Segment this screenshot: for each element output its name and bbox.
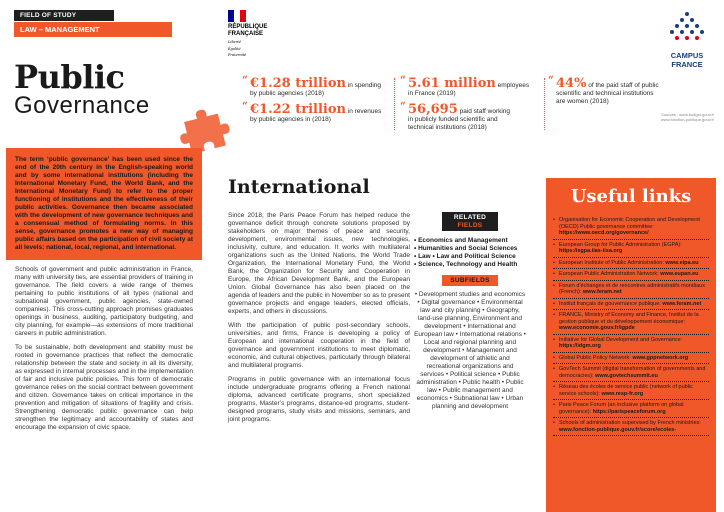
french-flag-icon bbox=[228, 10, 246, 22]
stat-spending-label-a: in spending bbox=[347, 82, 382, 89]
link-url[interactable]: www.eipa.eu bbox=[665, 259, 699, 266]
stat-employees bbox=[400, 75, 548, 98]
link-url[interactable]: https://parispeaceforum.org bbox=[592, 408, 666, 415]
link-label: Global Public Policy Network: bbox=[559, 354, 631, 361]
link-item[interactable] bbox=[553, 353, 709, 365]
international-heading: International bbox=[228, 176, 370, 198]
link-label: European Public Administration Network: bbox=[559, 271, 659, 277]
related-heading-line1: RELATED bbox=[453, 214, 487, 221]
stat-spending-value: €1.28 trillion bbox=[250, 76, 346, 91]
republique-francaise-logo bbox=[228, 10, 298, 58]
left-paragraph: Schools of government and public administration in France, many with university ties, are essential providers of training in governance. The field covers a wide range of themes pertaining to public institutions of all types (national and subnational government, public agencies, state-owned companies). This cross-cutting approach promises graduates openings in business, auditing, participatory budgeting, and city planning, for example—as extensions of more traditional careers in public administration. bbox=[15, 266, 193, 337]
link-label: FRANCE, Ministry of Economy and Finance, Institut de la gestion publique et du développement économique: bbox=[559, 312, 699, 325]
sources-line2: www.fonction-publique.gouv.fr bbox=[660, 117, 714, 122]
related-heading-line2: FIELDS bbox=[457, 221, 483, 229]
link-label: Réseau des écoles de service public (network of public service schools): bbox=[559, 384, 693, 397]
useful-links-list bbox=[553, 215, 709, 436]
sources-note bbox=[661, 112, 714, 122]
campus-france-line2: FRANCE bbox=[671, 59, 703, 69]
link-url[interactable]: https://egpa.iias-iisa.org bbox=[559, 248, 623, 254]
link-item[interactable] bbox=[553, 215, 709, 240]
page-title-line2: Governance bbox=[14, 92, 150, 119]
quote-mark-icon: “ bbox=[400, 101, 406, 112]
left-column bbox=[6, 148, 202, 512]
stat-women-label-b: scientific and technical institutions bbox=[556, 90, 654, 97]
stat-women-label-a: of the paid staff of public bbox=[588, 82, 659, 89]
stat-employees-label-b: in France (2019) bbox=[408, 90, 456, 97]
stat-revenue-label-a: in revenues bbox=[347, 108, 382, 115]
campus-france-line1: CAMPUS bbox=[670, 51, 704, 60]
quote-mark-icon: “ bbox=[548, 75, 554, 86]
link-item[interactable] bbox=[553, 281, 709, 299]
quote-mark-icon: “ bbox=[242, 101, 248, 112]
stat-divider bbox=[544, 78, 545, 130]
stat-researchers bbox=[400, 101, 548, 132]
campus-france-mark-icon bbox=[667, 10, 707, 46]
subfields-heading: SUBFIELDS bbox=[442, 275, 498, 286]
link-url[interactable]: www.fonction-publique.gouv.fr/score/ecoles- bbox=[559, 426, 677, 433]
stat-revenue bbox=[242, 101, 400, 124]
related-field-item: • Economics and Management bbox=[414, 237, 508, 244]
intro-box: The term ‘public governance’ has been used since the end of the 20th century in the English-speaking world and by some international institutions (including the International Monetary Fund, the World Bank, and the International Monetary Fund) to refer to the proper functioning of institutions and the effectiveness of their public activities. Governance then became associated with the development of new governance techniques and a consensual method of formulating norms. In this sense, governance promotes a new way of managing public affairs based on the participation of civil society at all levels: national, local, regional, and international. bbox=[6, 148, 202, 260]
field-name-label: LAW – MANAGEMENT bbox=[14, 22, 172, 37]
international-paragraph: With the participation of public post-secondary schools, universities, and firms, France is developing a policy of European and international cooperation in the field of governance and government institutions to meet diplomatic, economic, and cultural objectives, particularly through bilateral and multilateral programs. bbox=[228, 322, 410, 369]
link-url[interactable]: www.resp-fr.org bbox=[601, 390, 644, 397]
link-url[interactable]: www.gppnetwork.org bbox=[632, 354, 689, 361]
left-body-text bbox=[6, 260, 202, 432]
related-field-item: • Science, Technology and Health bbox=[414, 261, 518, 268]
link-item[interactable] bbox=[553, 299, 709, 311]
link-item[interactable] bbox=[553, 269, 709, 281]
stat-researchers-value: 56,695 bbox=[408, 102, 458, 117]
link-label: Forum d'échanges et de rencontres administratifs mondiaux (French): bbox=[559, 282, 705, 295]
republique-name-line1: RÉPUBLIQUE bbox=[228, 24, 268, 30]
link-label: Organisation for Economic Cooperation and Development (OECD) Public governance committee: bbox=[559, 217, 700, 230]
link-url[interactable]: www.eupan.eu bbox=[660, 271, 699, 277]
international-body bbox=[228, 212, 410, 430]
link-item[interactable] bbox=[553, 310, 709, 335]
related-field-item: • Law • Law and Political Science bbox=[414, 253, 516, 260]
link-label: Initiative for Global Development and Governance: bbox=[559, 336, 683, 343]
related-field-item: • Humanities and Social Sciences bbox=[414, 245, 518, 252]
link-url[interactable]: www.feram.net bbox=[662, 300, 702, 307]
stat-revenue-label-b: by public agencies in (2018) bbox=[250, 116, 331, 123]
page-title-line1: Public bbox=[14, 58, 125, 96]
link-url[interactable]: https://www.oecd.org/governance/ bbox=[559, 230, 649, 236]
related-fields-heading bbox=[442, 212, 498, 231]
stat-researchers-label-b: in publicly funded scientific and bbox=[408, 116, 498, 123]
sources-line1: Sources : www.budget.gouv.fr bbox=[661, 112, 714, 117]
left-paragraph: To be sustainable, both development and stability must be rooted in governance practices that reflect the democratic relationship between the state and society in all its diversity, as expressed in internal processes and in the implementation of fair and inclusive public policies. This form of democratic governance relies on the social contract between government and citizen. Governance takes on critical importance in the prevention and mitigation of situations of fragility and crisis. Strengthening democratic public governance can help strengthen the legitimacy and accountability of states and encourage the expansion of civic space. bbox=[15, 344, 193, 431]
stat-women-label-c: are women (2018) bbox=[556, 98, 609, 105]
republique-motto-line2: Égalité bbox=[228, 46, 241, 51]
republique-motto-line3: Fraternité bbox=[228, 53, 247, 57]
link-label: Paris Peace Forum (an inclusive platform on global governance): bbox=[559, 402, 684, 415]
stat-researchers-label-c: technical institutions (2018) bbox=[408, 124, 487, 131]
international-paragraph: Since 2018, the Paris Peace Forum has helped reduce the governance deficit through concrete solutions proposed by stakeholders on major themes of peace and security, development, environmental issues, new technologies, inclusivity, culture, and education. It works with multilateral organizations such as the United Nations, the World Trade Organization, the International Monetary Fund, the World Bank, the Organization for Security and Cooperation in Europe, the African Development Bank, and the European Union. Global Governance has also been placed on the agenda of leaders and the public in November so as to present governance projects and engage leaders, elected officials, experts, and others in discussions. bbox=[228, 212, 410, 315]
link-item[interactable] bbox=[553, 382, 709, 400]
campus-france-logo bbox=[662, 10, 712, 68]
link-item[interactable] bbox=[553, 258, 709, 270]
link-url[interactable]: www.feram.net bbox=[582, 289, 622, 295]
stat-employees-value: 5.61 million bbox=[408, 76, 496, 91]
link-item[interactable] bbox=[553, 400, 709, 418]
link-item[interactable] bbox=[553, 240, 709, 258]
link-label: GovTech Summit (digital transformation of governments and democracies): bbox=[559, 366, 706, 379]
stat-employees-label-a: employees bbox=[497, 82, 530, 89]
useful-links-panel bbox=[546, 178, 716, 512]
field-of-study-label: FIELD OF STUDY bbox=[14, 10, 114, 21]
quote-mark-icon: “ bbox=[242, 75, 248, 86]
link-label: European Group for Public Administration (EGPA): bbox=[559, 241, 682, 248]
republique-name-line2: FRANÇAISE bbox=[228, 31, 264, 37]
key-figures bbox=[242, 75, 714, 138]
link-label: Schools of administration supervised by French ministries: bbox=[559, 420, 701, 426]
stat-revenue-value: €1.22 trillion bbox=[250, 102, 346, 117]
stat-spending-label-b: by public agencies (2018) bbox=[250, 90, 325, 97]
related-fields-list bbox=[414, 237, 526, 269]
stat-women-value: 44% bbox=[556, 76, 587, 91]
useful-links-heading: Useful links bbox=[570, 186, 692, 207]
link-label: Institut français de gouvernance publique: bbox=[559, 300, 661, 307]
subfields-list: • Development studies and economics • Digital governance • Environmental law and city planning • Geography, land-use planning, Environment and development • International and European law • International relations • Local and regional planning and development • Management and development of athletic and recreational organizations and services • Political science • Public administration • Public health • Public law • Public management and economics • Subnational law • Urban planning and development bbox=[414, 291, 526, 410]
link-label: European Institute of Public Administration: bbox=[559, 259, 664, 266]
related-fields-panel bbox=[414, 212, 526, 411]
republique-motto-line1: Liberté bbox=[228, 40, 241, 44]
link-item[interactable] bbox=[553, 335, 709, 353]
stat-spending bbox=[242, 75, 400, 98]
quote-mark-icon: “ bbox=[400, 75, 406, 86]
link-url[interactable]: https://idgm.org bbox=[559, 343, 601, 349]
stat-women bbox=[548, 75, 714, 106]
stat-researchers-label-a: paid staff working bbox=[459, 108, 511, 115]
link-item[interactable] bbox=[553, 364, 709, 382]
stat-divider bbox=[394, 78, 395, 130]
international-paragraph: Programs in public governance with an international focus include undergraduate programs offering a French national diploma, advanced certificate programs, short specialized programs, Master’s programs, distance-ed programs, student-designed programs, study visits and missions, seminars, and joint programs. bbox=[228, 376, 410, 423]
link-item[interactable] bbox=[553, 418, 709, 436]
field-of-study-box bbox=[14, 10, 172, 37]
link-url[interactable]: www.economie.gouv.fr/igpde bbox=[559, 325, 635, 331]
link-url[interactable]: www.govtechsummit.eu bbox=[595, 372, 658, 379]
